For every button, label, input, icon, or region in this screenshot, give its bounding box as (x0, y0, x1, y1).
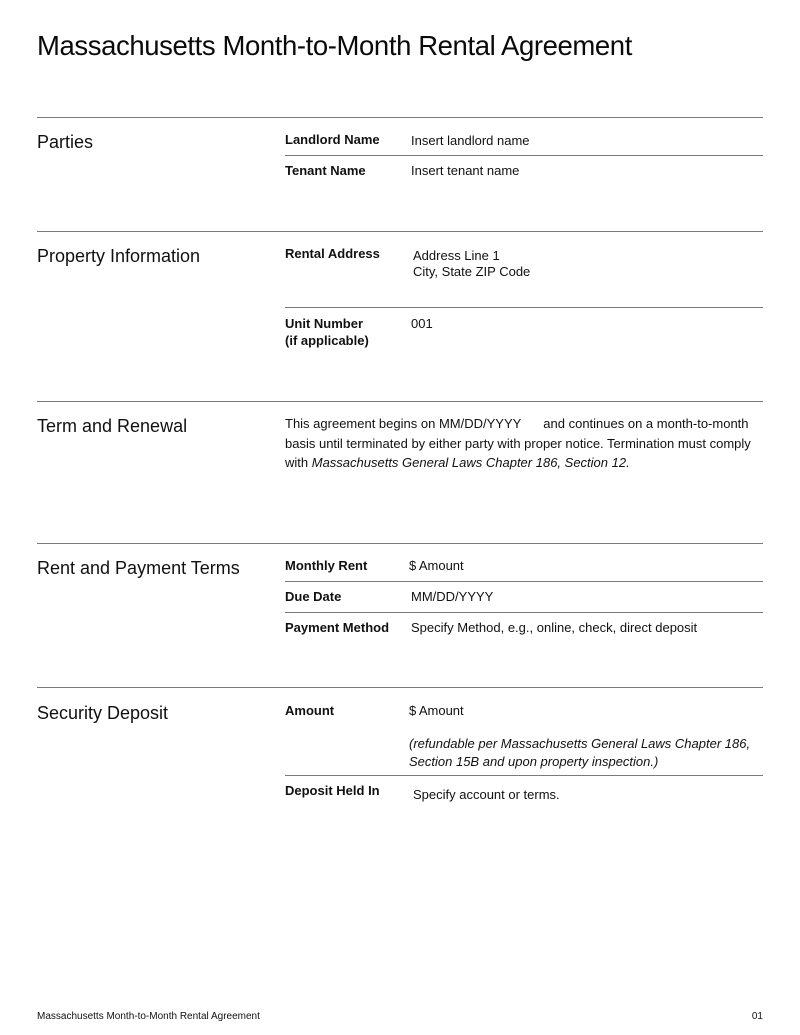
rental-address-line1-field[interactable]: Address Line 1 (413, 248, 500, 263)
monthly-rent-field[interactable]: $ Amount (409, 558, 464, 573)
landlord-name-field[interactable]: Insert landlord name (411, 133, 530, 148)
row-divider (285, 775, 763, 776)
deposit-held-label: Deposit Held In (285, 783, 380, 798)
row-divider (285, 581, 763, 582)
due-date-label: Due Date (285, 589, 342, 604)
unit-number-sublabel: (if applicable) (285, 333, 369, 348)
term-law-reference: Massachusetts General Laws Chapter 186, Section 12. (311, 455, 630, 470)
document-title: Massachusetts Month-to-Month Rental Agreement (37, 30, 632, 61)
rental-address-label: Rental Address (285, 246, 380, 261)
row-divider (285, 307, 763, 308)
payment-method-label: Payment Method (285, 620, 390, 635)
tenant-name-field[interactable]: Insert tenant name (411, 163, 520, 178)
deposit-amount-field[interactable]: $ Amount (409, 703, 464, 718)
landlord-name-label: Landlord Name (285, 132, 380, 147)
payment-method-field[interactable]: Specify Method, e.g., online, check, direct deposit (411, 620, 698, 635)
section-title-deposit: Security Deposit (37, 703, 169, 723)
tenant-name-label: Tenant Name (285, 163, 366, 178)
term-text-after: and continues on a month-to-month basis until terminated by either party with proper notice. Termination must comply with (285, 416, 751, 470)
section-divider (37, 401, 763, 402)
section-divider (37, 117, 763, 118)
unit-number-field[interactable]: 001 (411, 316, 433, 331)
due-date-field[interactable]: MM/DD/YYYY (411, 589, 494, 604)
section-title-property: Property Information (37, 246, 201, 266)
footer-title: Massachusetts Month-to-Month Rental Agreement (37, 1011, 260, 1022)
term-paragraph (285, 414, 755, 473)
section-title-rent: Rent and Payment Terms (37, 558, 240, 578)
row-divider (285, 155, 763, 156)
deposit-held-field[interactable]: Specify account or terms. (413, 787, 560, 802)
section-divider (37, 231, 763, 232)
start-date-field[interactable]: MM/DD/YYYY (438, 416, 522, 431)
unit-number-label: Unit Number (285, 316, 363, 331)
section-title-parties: Parties (37, 132, 94, 152)
monthly-rent-label: Monthly Rent (285, 558, 368, 573)
rental-address-line2-field[interactable]: City, State ZIP Code (413, 264, 531, 279)
section-divider (37, 543, 763, 544)
deposit-refund-note: (refundable per Massachusetts General Laws Chapter 186, Section 15B and upon property inspection.) (409, 736, 751, 769)
page-number: 01 (751, 1011, 763, 1022)
row-divider (285, 612, 763, 613)
deposit-amount-label: Amount (285, 703, 335, 718)
term-text-before: This agreement begins on (285, 416, 439, 431)
section-divider (37, 687, 763, 688)
section-title-term: Term and Renewal (37, 416, 188, 436)
